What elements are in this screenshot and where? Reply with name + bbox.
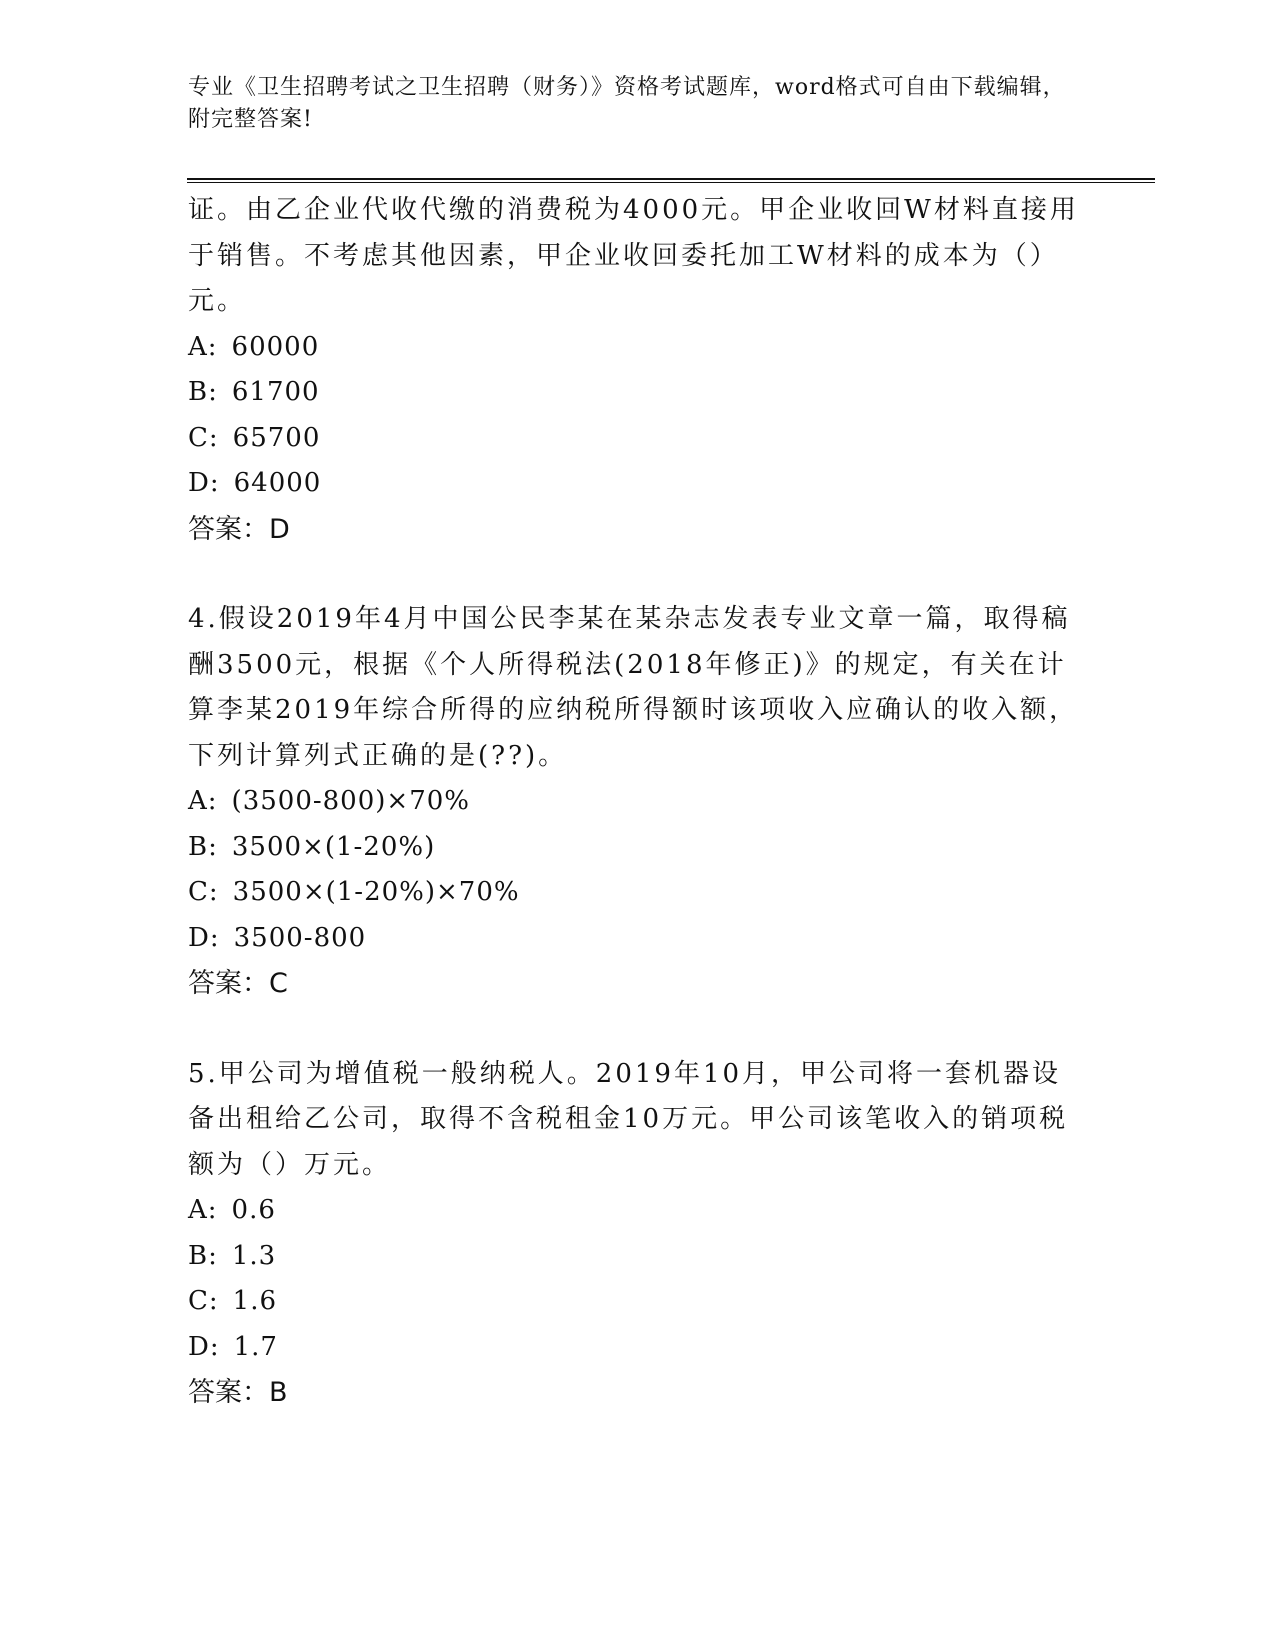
option-value: 60000 xyxy=(231,331,320,362)
question-stem: 证。由乙企业代收代缴的消费税为4000元。甲企业收回W材料直接用于销售。不考虑其他因素，甲企业收回委托加工W材料的成本为（）元。 xyxy=(188,195,1079,316)
option-b xyxy=(188,370,1088,416)
option-value: 0.6 xyxy=(231,1195,276,1225)
option-key: B: xyxy=(188,377,218,407)
option-c xyxy=(188,1279,1088,1325)
option-d xyxy=(188,916,1088,962)
option-key: D: xyxy=(188,922,220,953)
option-value: 3500×(1-20%) xyxy=(231,831,436,862)
option-b xyxy=(188,825,1088,871)
document-header: 专业《卫生招聘考试之卫生招聘（财务）》资格考试题库，word格式可自由下载编辑，附完整答案! xyxy=(188,75,1066,132)
answer-line: 答案：C xyxy=(188,968,288,999)
question-list xyxy=(188,188,1088,1416)
option-key: A: xyxy=(188,786,218,816)
option-key: A: xyxy=(188,331,218,362)
option-value: 1.7 xyxy=(233,1331,278,1362)
option-a xyxy=(188,1188,1088,1234)
option-a xyxy=(188,325,1088,371)
option-c xyxy=(188,416,1088,462)
option-value: (3500-800)×70% xyxy=(231,786,470,816)
option-value: 1.6 xyxy=(232,1286,278,1316)
question-spacer xyxy=(188,1007,1088,1052)
option-b xyxy=(188,1234,1088,1280)
option-value: 1.3 xyxy=(231,1240,277,1271)
option-key: B: xyxy=(188,831,218,862)
option-d xyxy=(188,461,1088,507)
answer-line: 答案：B xyxy=(188,1377,288,1408)
option-key: D: xyxy=(188,1331,220,1362)
option-c xyxy=(188,870,1088,916)
option-key: C: xyxy=(188,877,219,907)
question-spacer xyxy=(188,552,1088,597)
option-key: D: xyxy=(188,468,220,498)
option-value: 64000 xyxy=(233,468,322,498)
question-stem: 5.甲公司为增值税一般纳税人。2019年10月，甲公司将一套机器设备出租给乙公司，取得不含税租金10万元。甲公司该笔收入的销项税额为（）万元。 xyxy=(188,1058,1069,1180)
option-key: C: xyxy=(188,1286,219,1316)
answer-line: 答案：D xyxy=(188,513,290,545)
option-a xyxy=(188,779,1088,825)
question-block xyxy=(188,597,1088,1007)
question-block xyxy=(188,188,1088,552)
option-d xyxy=(188,1325,1088,1371)
header-divider xyxy=(187,178,1155,183)
option-value: 3500-800 xyxy=(233,922,367,953)
option-key: C: xyxy=(188,422,219,453)
question-block xyxy=(188,1052,1088,1416)
option-key: B: xyxy=(188,1240,218,1271)
option-value: 61700 xyxy=(231,377,320,407)
option-value: 65700 xyxy=(232,422,321,453)
option-value: 3500×(1-20%)×70% xyxy=(232,877,520,907)
option-key: A: xyxy=(188,1195,218,1225)
question-stem: 4.假设2019年4月中国公民李某在某杂志发表专业文章一篇，取得稿酬3500元，根据《个人所得税法(2018年修正)》的规定，有关在计算李某2019年综合所得的应纳税所得额时该项收入应确认的收入额，下列计算列式正确的是(??)。 xyxy=(188,604,1079,771)
